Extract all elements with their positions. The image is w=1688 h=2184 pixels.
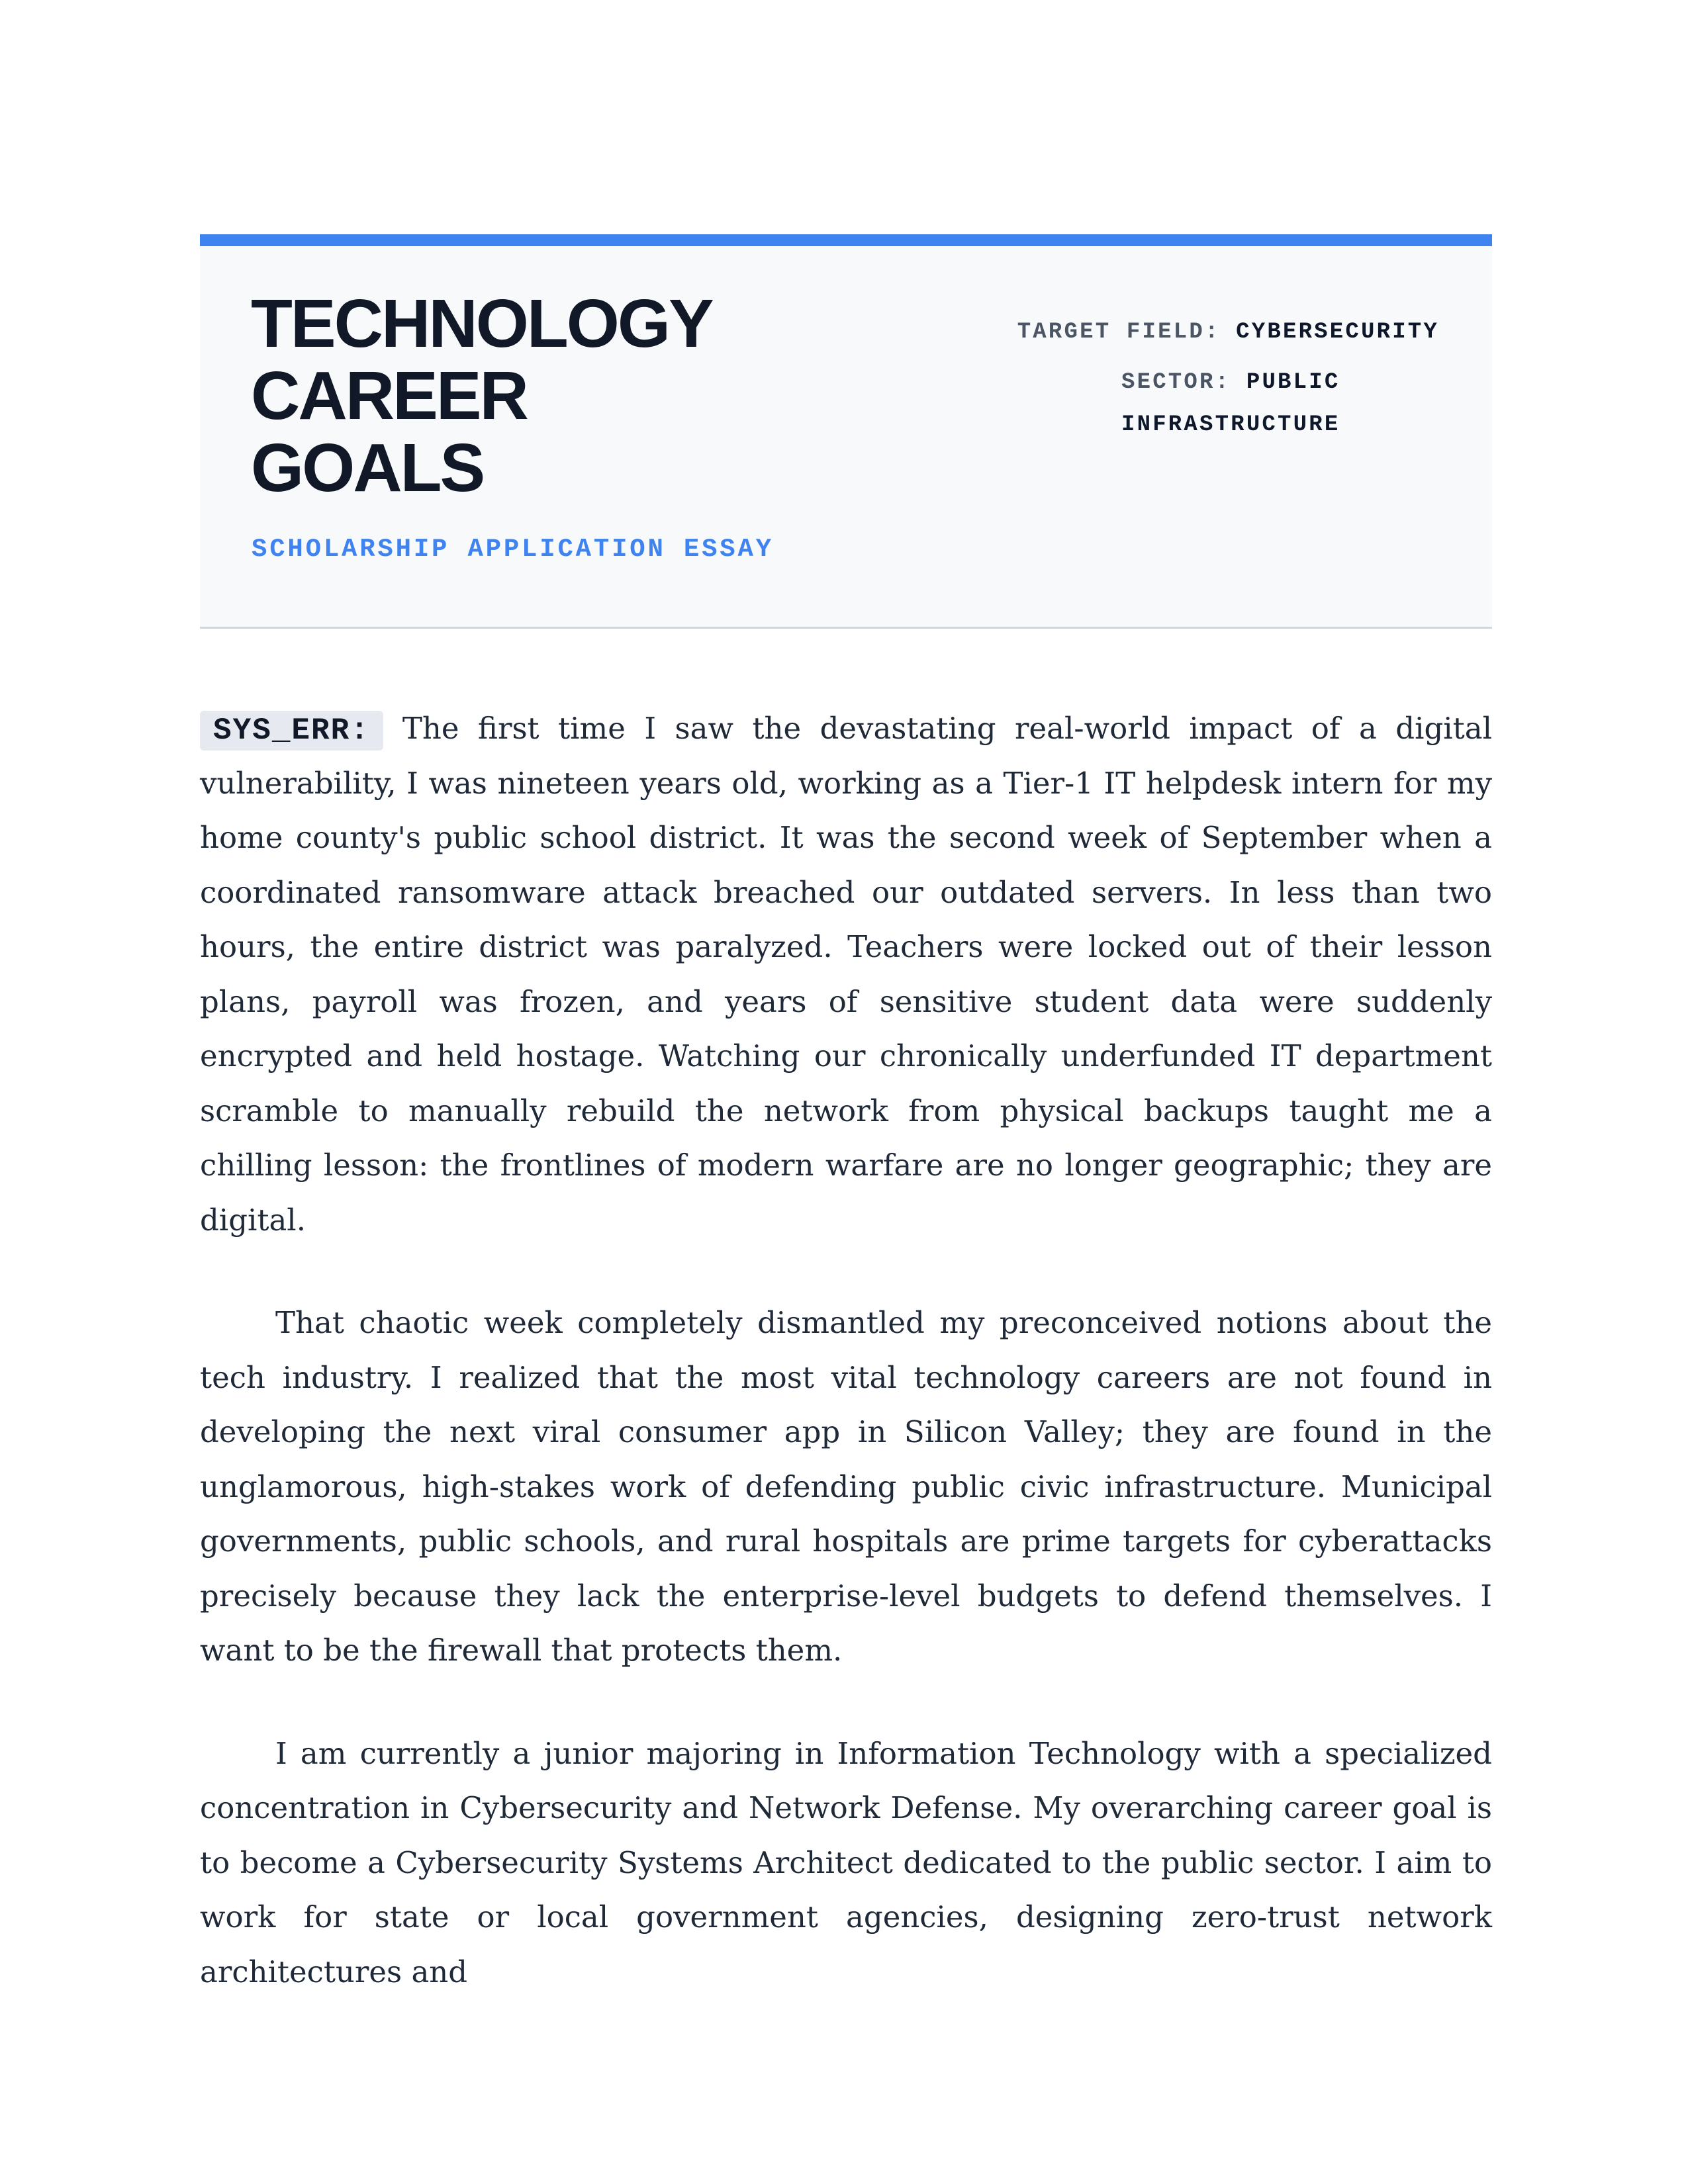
metadata-block [962, 311, 1439, 454]
document-title: TECHNOLOGY CAREER GOALS [251, 285, 712, 506]
essay-body [200, 702, 1492, 2048]
essay-paragraph-2: That chaotic week completely dismantled my preconceived notions about the tech industry. I realized that the most vital technology careers are not found in developing the next viral consumer app in Silicon Valley; they are found in the unglamorous, high-stakes work of defending public civic infrastructure. Municipal governments, public schools, and rural hospitals are prime targets for cyberattacks precisely because they lack the enterprise-level budgets to defend themselves. I want to be the firewall that protects them. [200, 1305, 1492, 1668]
essay-paragraph-1 [200, 702, 1492, 1248]
sector-line [1121, 361, 1439, 446]
sector-label: SECTOR: [1121, 370, 1231, 395]
target-field-line [962, 311, 1439, 353]
target-field-label: TARGET FIELD: [1017, 320, 1221, 345]
essay-paragraph-3: I am currently a junior majoring in Information Technology with a specialized concentration in Cybersecurity and Network Defense. My overarching career goal is to become a Cybersecurity Systems Architect dedicated to the public sector. I aim to work for state or local government agencies, designing zero-trust network architectures and [200, 1735, 1492, 1989]
sys-err-tag: SYS_ERR: [200, 711, 383, 751]
header-card [200, 234, 1492, 629]
document-subtitle: SCHOLARSHIP APPLICATION ESSAY [252, 535, 774, 564]
target-field-value: CYBERSECURITY [1236, 320, 1439, 345]
sector-value: PUBLIC INFRASTRUCTURE [1121, 370, 1340, 437]
paragraph-1-text: The first time I saw the devastating real-world impact of a digital vulnerability, I was nineteen years old, working as a Tier-1 IT helpdesk intern for my home county's public school district. It was the second week of September when a coordinated ransomware attack breached our outdated servers. In less than two hours, the entire district was paralyzed. Teachers were locked out of their lesson plans, payroll was frozen, and years of sensitive student data were suddenly encrypted and held hostage. Watching our chronically underfunded IT department scramble to manually rebuild the network from physical backups taught me a chilling lesson: the frontlines of modern warfare are no longer geographic; they are digital. [200, 711, 1492, 1238]
